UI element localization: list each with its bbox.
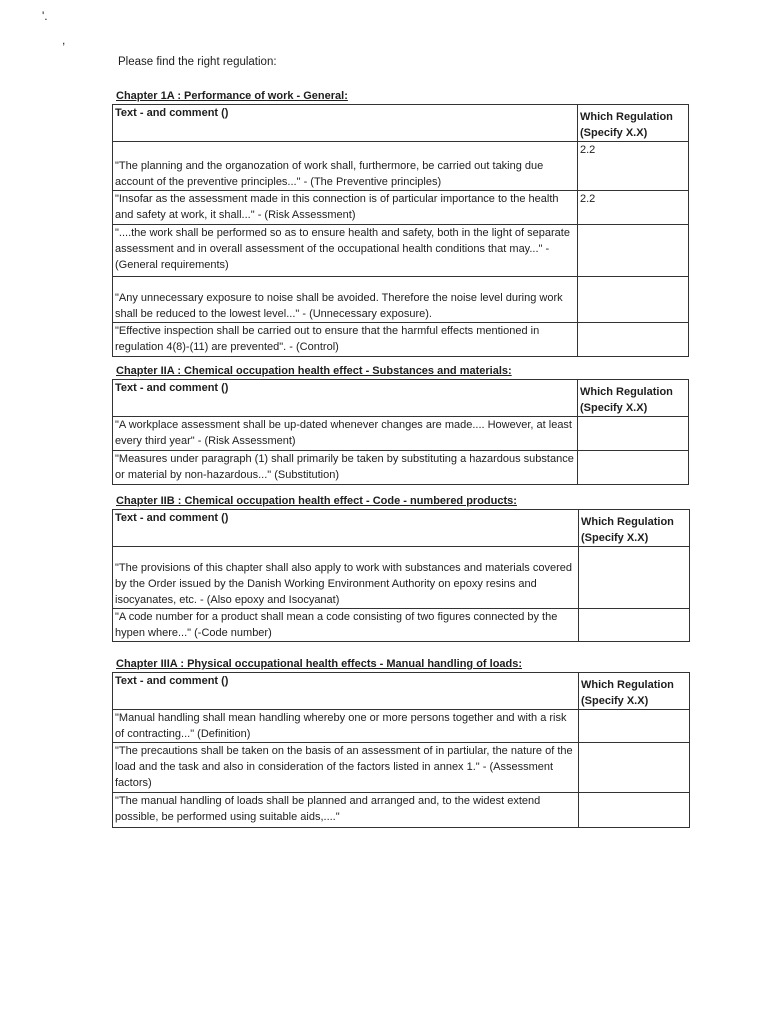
table-row: [113, 451, 689, 485]
scan-speck: ,: [62, 33, 66, 47]
table-row: [113, 277, 689, 323]
chapter-title: Chapter 1A : Performance of work - General:: [116, 90, 348, 102]
regulation-answer[interactable]: [579, 793, 690, 828]
regulation-table: [112, 672, 690, 828]
text-column-header: Text - and comment (): [113, 673, 579, 710]
table-row: [113, 323, 689, 357]
row-text: "Manual handling shall mean handling whereby one or more persons together and with a risk of contracting..." (Definition): [113, 710, 579, 743]
row-text: "Effective inspection shall be carried out to ensure that the harmful effects mentioned in regulation 4(8)-(11) are prevented". - (Control): [113, 323, 578, 357]
instruction-text: Please find the right regulation:: [118, 56, 277, 68]
row-text: "....the work shall be performed so as to ensure health and safety, both in the light of separate assessment and in overall assessment of the occupational health conditions that may..." - (General requirements): [113, 225, 578, 277]
row-text: "The provisions of this chapter shall also apply to work with substances and materials covered by the Order issued by the Danish Working Environment Authority on epoxy resins and isocyanates, etc. - (Also epoxy and Isocyanat): [113, 547, 579, 609]
regulation-column-header: Which Regulation (Specify X.X): [578, 105, 689, 142]
chapter-title: Chapter IIB : Chemical occupation health effect - Code - numbered products:: [116, 495, 517, 507]
regulation-answer[interactable]: [579, 609, 690, 642]
regulation-answer[interactable]: [579, 547, 690, 609]
row-text: "Insofar as the assessment made in this connection is of particular importance to the health and safety at work, it shall..." - (Risk Assessment): [113, 191, 578, 225]
regulation-answer[interactable]: [578, 323, 689, 357]
regulation-table: [112, 104, 689, 357]
table-row: [113, 609, 690, 642]
row-text: "A code number for a product shall mean a code consisting of two figures connected by the hypen where..." (-Code number): [113, 609, 579, 642]
row-text: "The manual handling of loads shall be planned and arranged and, to the widest extend possible, be performed using suitable aids,....": [113, 793, 579, 828]
regulation-answer[interactable]: [579, 710, 690, 743]
table-row: [113, 547, 690, 609]
regulation-column-header: Which Regulation (Specify X.X): [579, 510, 690, 547]
chapter-title: Chapter IIIA : Physical occupational health effects - Manual handling of loads:: [116, 658, 523, 670]
regulation-answer[interactable]: [578, 277, 689, 323]
row-text: "The precautions shall be taken on the basis of an assessment of in partiular, the nature of the load and the task and also in consideration of the factors listed in annex 1." - (Assessment factors): [113, 743, 579, 793]
table-row: [113, 142, 689, 191]
table-row: [113, 793, 690, 828]
regulation-column-header: Which Regulation (Specify X.X): [578, 380, 689, 417]
regulation-answer[interactable]: [578, 225, 689, 277]
table-row: [113, 191, 689, 225]
text-column-header: Text - and comment (): [113, 510, 579, 547]
table-row: [113, 225, 689, 277]
chapter-title: Chapter IIA : Chemical occupation health effect - Substances and materials:: [116, 365, 512, 377]
regulation-answer[interactable]: [579, 743, 690, 793]
row-text: "Any unnecessary exposure to noise shall be avoided. Therefore the noise level during work shall be reduced to the lowest level..." - (Unnecessary exposure).: [113, 277, 578, 323]
regulation-answer[interactable]: [578, 451, 689, 485]
regulation-answer[interactable]: 2.2: [578, 191, 689, 225]
table-row: [113, 710, 690, 743]
text-column-header: Text - and comment (): [113, 380, 578, 417]
table-row: [113, 743, 690, 793]
regulation-answer[interactable]: 2.2: [578, 142, 689, 191]
row-text: "The planning and the organozation of work shall, furthermore, be carried out taking due account of the preventive principles..." - (The Preventive principles): [113, 142, 578, 191]
table-row: [113, 417, 689, 451]
row-text: "A workplace assessment shall be up-dated whenever changes are made.... However, at least every third year" - (Risk Assessment): [113, 417, 578, 451]
row-text: "Measures under paragraph (1) shall primarily be taken by substituting a hazardous substance or material by non-hazardous..." (Substitution): [113, 451, 578, 485]
text-column-header: Text - and comment (): [113, 105, 578, 142]
regulation-answer[interactable]: [578, 417, 689, 451]
scan-speck: '.: [42, 9, 48, 23]
regulation-table: [112, 509, 690, 642]
regulation-column-header: Which Regulation (Specify X.X): [579, 673, 690, 710]
regulation-table: [112, 379, 689, 485]
